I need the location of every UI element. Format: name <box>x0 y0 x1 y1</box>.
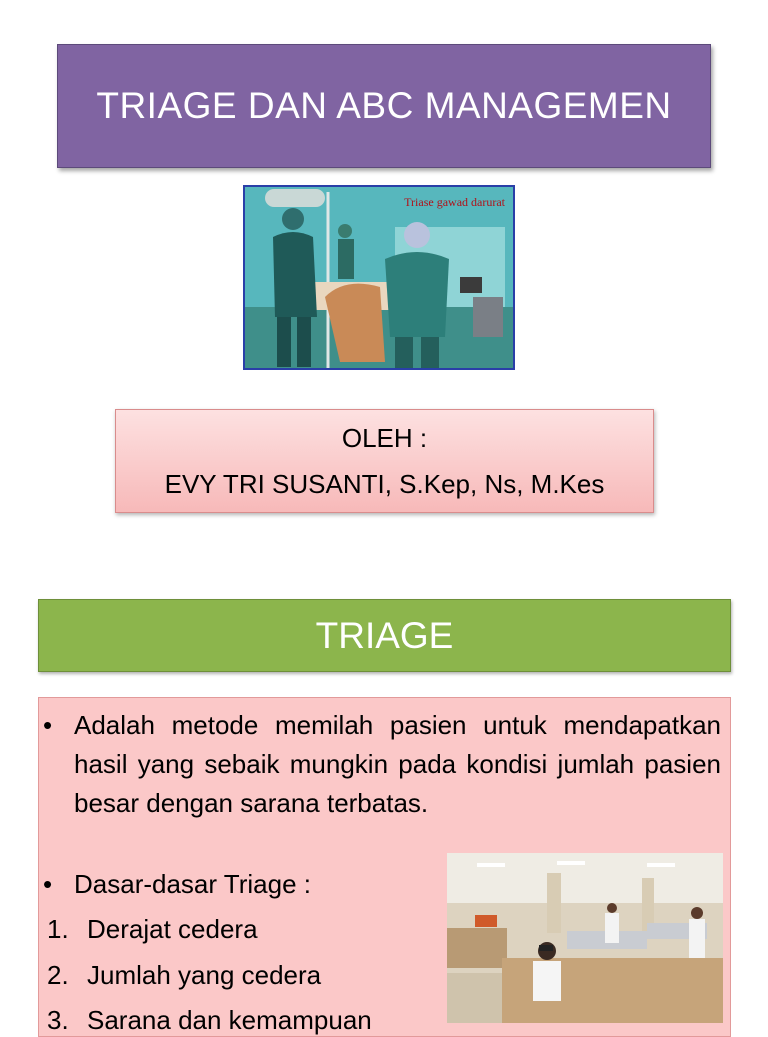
slide-title-text: TRIAGE DAN ABC MANAGEMEN <box>96 85 672 126</box>
author-box <box>115 409 654 513</box>
section-title-text: TRIAGE <box>315 614 454 656</box>
list-number: 3. <box>47 1005 69 1035</box>
list-item <box>47 1005 372 1036</box>
slide-title <box>57 44 711 168</box>
list-item <box>47 914 258 945</box>
bases-heading: Dasar-dasar Triage : <box>74 869 311 899</box>
photo-caption: Triase gawad darurat <box>404 195 505 209</box>
section-title <box>38 599 731 672</box>
author-name: EVY TRI SUSANTI, S.Kep, Ns, M.Kes <box>164 469 605 499</box>
list-text: Jumlah yang cedera <box>87 960 322 990</box>
list-number: 1. <box>47 914 69 944</box>
emergency-room-photo <box>447 853 723 1023</box>
bullet-dot-icon: • <box>43 710 53 740</box>
author-label: OLEH : <box>341 423 428 453</box>
surgery-photo <box>243 185 515 370</box>
list-text: Derajat cedera <box>87 914 258 944</box>
definition-text: Adalah metode memilah pasien untuk mendapatkan hasil yang sebaik mungkin pada kondisi jumlah pasien besar dengan sarana terbatas. <box>74 710 721 818</box>
list-text: Sarana dan kemampuan <box>87 1005 372 1035</box>
list-item <box>47 960 321 991</box>
bullet-dot-icon: • <box>43 869 53 899</box>
list-number: 2. <box>47 960 69 990</box>
